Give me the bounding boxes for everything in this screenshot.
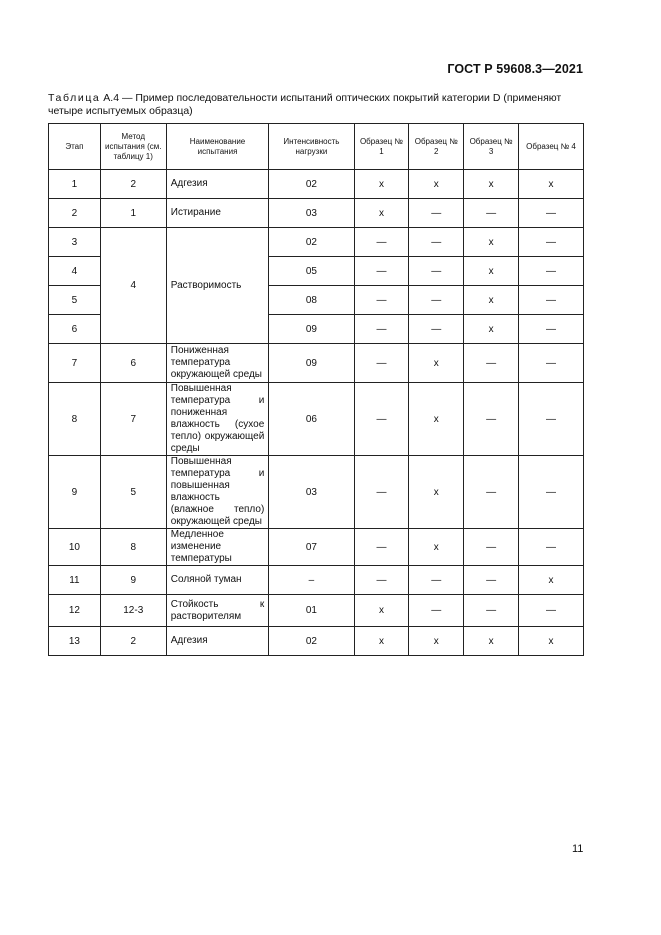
cell-sample-2: — (409, 199, 464, 228)
cell-sample-4: — (518, 315, 583, 344)
cell-name (166, 456, 269, 529)
table-row (49, 383, 584, 456)
table-row (49, 199, 584, 228)
cell-sample-1: — (354, 456, 409, 529)
table-row (49, 595, 584, 627)
cell-intensity: 02 (269, 170, 354, 199)
page-number: 11 (572, 843, 584, 855)
cell-name (166, 383, 269, 456)
header-sample-1: Образец № 1 (354, 124, 409, 170)
cell-name-text: Пониженная температура окружающей среды (170, 345, 262, 380)
cell-stage: 13 (49, 627, 101, 656)
cell-intensity: – (269, 566, 354, 595)
cell-sample-1: x (354, 627, 409, 656)
cell-name: Истирание (166, 199, 269, 228)
cell-method: 6 (100, 344, 166, 383)
cell-stage: 10 (49, 529, 101, 566)
cell-sample-3: — (464, 456, 519, 529)
cell-sample-4: x (518, 627, 583, 656)
cell-sample-3: — (464, 199, 519, 228)
caption-text: А.4 — Пример последовательности испытаний оптических покрытий категории D (применяют четыре испытуемых образца) (48, 92, 562, 117)
header-sample-3: Образец № 3 (464, 124, 519, 170)
cell-intensity: 09 (269, 315, 354, 344)
cell-intensity: 07 (269, 529, 354, 566)
cell-name: Адгезия (166, 170, 269, 199)
cell-method: 4 (100, 228, 166, 344)
table-row (49, 529, 584, 566)
cell-stage: 4 (49, 257, 101, 286)
cell-sample-1: — (354, 383, 409, 456)
table-row (49, 627, 584, 656)
cell-sample-3: x (464, 627, 519, 656)
cell-stage: 11 (49, 566, 101, 595)
cell-intensity: 03 (269, 456, 354, 529)
cell-intensity: 05 (269, 257, 354, 286)
cell-sample-3: x (464, 257, 519, 286)
cell-sample-3: — (464, 344, 519, 383)
table-row (49, 566, 584, 595)
cell-sample-4: x (518, 566, 583, 595)
cell-stage: 3 (49, 228, 101, 257)
cell-name (166, 529, 269, 566)
cell-method: 9 (100, 566, 166, 595)
cell-intensity: 06 (269, 383, 354, 456)
cell-stage: 9 (49, 456, 101, 529)
cell-stage: 2 (49, 199, 101, 228)
cell-sample-3: x (464, 315, 519, 344)
caption-prefix: Таблица (48, 92, 101, 104)
cell-sample-3: x (464, 286, 519, 315)
cell-intensity: 08 (269, 286, 354, 315)
cell-sample-3: — (464, 529, 519, 566)
cell-sample-1: x (354, 595, 409, 627)
cell-sample-1: — (354, 257, 409, 286)
cell-sample-2: — (409, 286, 464, 315)
cell-sample-4: — (518, 257, 583, 286)
cell-stage: 6 (49, 315, 101, 344)
cell-method: 2 (100, 627, 166, 656)
cell-sample-3: x (464, 228, 519, 257)
cell-sample-3: — (464, 383, 519, 456)
cell-stage: 5 (49, 286, 101, 315)
cell-sample-1: — (354, 228, 409, 257)
cell-sample-3: — (464, 566, 519, 595)
header-method: Метод испытания (см. таблицу 1) (100, 124, 166, 170)
cell-name (166, 344, 269, 383)
cell-name (166, 595, 269, 627)
cell-sample-1: x (354, 170, 409, 199)
header-sample-4: Образец № 4 (518, 124, 583, 170)
cell-intensity: 01 (269, 595, 354, 627)
cell-intensity: 02 (269, 228, 354, 257)
cell-stage: 7 (49, 344, 101, 383)
header-row (49, 124, 584, 170)
table-caption (48, 92, 586, 118)
table-row (49, 344, 584, 383)
cell-method: 2 (100, 170, 166, 199)
cell-sample-2: — (409, 257, 464, 286)
cell-sample-1: — (354, 566, 409, 595)
cell-stage: 1 (49, 170, 101, 199)
cell-sample-2: x (409, 456, 464, 529)
cell-name-text: Медленное изменение температуры (170, 529, 232, 564)
cell-intensity: 09 (269, 344, 354, 383)
header-name: Наименование испытания (166, 124, 269, 170)
table-row (49, 228, 584, 257)
header-sample-2: Образец № 2 (409, 124, 464, 170)
cell-sample-2: — (409, 315, 464, 344)
cell-sample-4: — (518, 344, 583, 383)
cell-name: Растворимость (166, 228, 269, 344)
cell-sample-2: x (409, 344, 464, 383)
cell-sample-4: — (518, 595, 583, 627)
table-row (49, 170, 584, 199)
cell-method: 5 (100, 456, 166, 529)
cell-sample-1: — (354, 529, 409, 566)
cell-stage: 12 (49, 595, 101, 627)
cell-sample-2: — (409, 595, 464, 627)
cell-method: 8 (100, 529, 166, 566)
header-intensity: Интенсивность нагрузки (269, 124, 354, 170)
cell-method: 1 (100, 199, 166, 228)
cell-method: 12-3 (100, 595, 166, 627)
cell-name: Соляной туман (166, 566, 269, 595)
table-row (49, 456, 584, 529)
cell-sample-1: x (354, 199, 409, 228)
cell-intensity: 02 (269, 627, 354, 656)
cell-sample-4: — (518, 529, 583, 566)
cell-sample-4: — (518, 228, 583, 257)
cell-stage: 8 (49, 383, 101, 456)
cell-sample-2: x (409, 170, 464, 199)
cell-sample-4: — (518, 456, 583, 529)
cell-sample-2: x (409, 529, 464, 566)
cell-sample-4: x (518, 170, 583, 199)
document-code: ГОСТ Р 59608.3—2021 (447, 62, 583, 76)
cell-sample-3: x (464, 170, 519, 199)
cell-name-text: Повышенная температура и повышенная влажность (влажное тепло) окружающей среды (170, 456, 265, 527)
cell-intensity: 03 (269, 199, 354, 228)
cell-sample-4: — (518, 383, 583, 456)
cell-sample-1: — (354, 286, 409, 315)
cell-sample-4: — (518, 199, 583, 228)
cell-sample-2: — (409, 566, 464, 595)
cell-sample-4: — (518, 286, 583, 315)
test-sequence-table (48, 123, 584, 656)
cell-name-text: Повышенная температура и пониженная влажность (сухое тепло) окружающей среды (170, 383, 265, 454)
header-stage: Этап (49, 124, 101, 170)
cell-sample-1: — (354, 344, 409, 383)
cell-sample-1: — (354, 315, 409, 344)
cell-sample-2: — (409, 228, 464, 257)
cell-sample-2: x (409, 627, 464, 656)
cell-name-text: Стойкость к растворителям (170, 598, 265, 622)
cell-name: Адгезия (166, 627, 269, 656)
cell-sample-2: x (409, 383, 464, 456)
cell-method: 7 (100, 383, 166, 456)
cell-sample-3: — (464, 595, 519, 627)
